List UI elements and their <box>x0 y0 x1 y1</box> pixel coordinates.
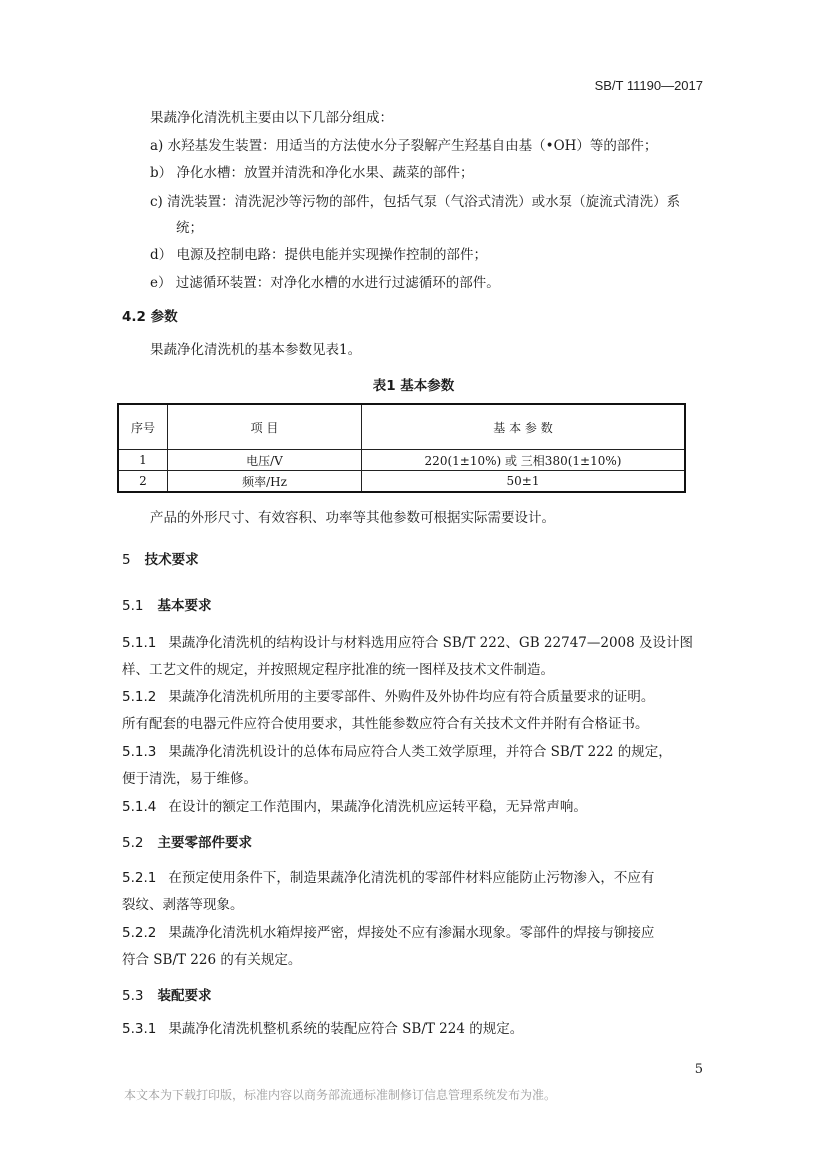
standard-number: SB/T 11190—2017 <box>594 78 703 93</box>
table-header-cell: 基 本 参 数 <box>362 404 686 450</box>
clause-text: 在预定使用条件下，制造果蔬净化清洗机的零部件材料应能防止污物渗入，不应有 <box>168 870 655 886</box>
clause-5-2-2 <box>122 920 710 974</box>
section-number: 5.2 <box>122 835 144 851</box>
clause-text: 果蔬净化清洗机水箱焊接严密，焊接处不应有渗漏水现象。零部件的焊接与铆接应 <box>168 925 655 941</box>
table-cell: 220(1±10%) 或 三相380(1±10%) <box>362 450 686 471</box>
list-item <box>150 245 487 265</box>
clause-text: 在设计的额定工作范围内，果蔬净化清洗机应运转平稳，无异常声响。 <box>168 799 587 815</box>
clause-5-1-1 <box>122 630 710 684</box>
section-title: 基本要求 <box>157 598 212 614</box>
list-text: 过滤循环装置：对净化水槽的水进行过滤循环的部件。 <box>175 275 500 291</box>
clause-text: 果蔬净化清洗机整机系统的装配应符合 SB/T 224 的规定。 <box>168 1021 524 1037</box>
section-number: 5.3 <box>122 988 144 1004</box>
clause-number: 5.2.2 <box>122 925 157 941</box>
table-header-cell: 序号 <box>118 404 168 450</box>
section-heading: 4.2 参数 <box>122 309 178 325</box>
clause-text: 果蔬净化清洗机所用的主要零部件、外购件及外协件均应有符合质量要求的证明。 <box>168 689 655 705</box>
list-label: e） <box>150 275 172 291</box>
list-item <box>150 163 473 183</box>
section-number: 5 <box>122 552 131 568</box>
section-title: 技术要求 <box>144 552 199 568</box>
clause-text: 裂纹、剥落等现象。 <box>122 897 244 913</box>
table-header-cell: 项 目 <box>168 404 362 450</box>
clause-text: 样、工艺文件的规定，并按照规定程序批准的统一图样及技术文件制造。 <box>122 662 554 678</box>
clause-text: 所有配套的电器元件应符合使用要求，其性能参数应符合有关技术文件并附有合格证书。 <box>122 716 649 732</box>
clause-5-1-3 <box>122 739 710 793</box>
clause-text: 便于清洗，易于维修。 <box>122 771 257 787</box>
list-item <box>150 136 657 156</box>
parameters-table <box>117 403 686 493</box>
section-heading <box>122 833 252 853</box>
page-number: 5 <box>694 1062 703 1077</box>
table-cell: 电压/V <box>168 450 362 471</box>
table-cell: 1 <box>118 450 168 471</box>
clause-number: 5.1.1 <box>122 635 157 651</box>
clause-text: 果蔬净化清洗机的结构设计与材料选用应符合 SB/T 222、GB 22747—2008 及设计图 <box>168 635 694 651</box>
list-label: b） <box>150 165 173 181</box>
list-item <box>150 273 500 293</box>
clause-text: 符合 SB/T 226 的有关规定。 <box>122 952 302 968</box>
clause-5-2-1 <box>122 865 710 919</box>
list-text: 水羟基发生装置：用适当的方法使水分子裂解产生羟基自由基（•OH）等的部件； <box>167 138 658 154</box>
after-table-text: 产品的外形尺寸、有效容积、功率等其他参数可根据实际需要设计。 <box>150 510 555 526</box>
section-heading <box>122 596 211 616</box>
list-label: d） <box>150 247 173 263</box>
list-text: 净化水槽：放置并清洗和净化水果、蔬菜的部件； <box>176 165 474 181</box>
table-header-row <box>118 404 685 450</box>
section-text: 果蔬净化清洗机的基本参数见表1。 <box>150 342 362 358</box>
clause-number: 5.1.2 <box>122 689 157 705</box>
footer-notice: 本文本为下载打印版，标准内容以商务部流通标准制修订信息管理系统发布为准。 <box>124 1088 557 1102</box>
clause-5-1-4 <box>122 794 710 821</box>
section-number: 5.1 <box>122 598 144 614</box>
list-label: a) <box>150 138 164 154</box>
intro-text: 果蔬净化清洗机主要由以下几部分组成： <box>150 110 393 126</box>
clause-number: 5.1.4 <box>122 799 157 815</box>
clause-number: 5.1.3 <box>122 744 157 760</box>
table-row <box>118 471 685 493</box>
table-cell: 2 <box>118 471 168 493</box>
clause-number: 5.3.1 <box>122 1021 157 1037</box>
section-title: 主要零部件要求 <box>157 835 252 851</box>
table-row <box>118 450 685 471</box>
clause-text: 果蔬净化清洗机设计的总体布局应符合人类工效学原理，并符合 SB/T 222 的规定， <box>168 744 672 760</box>
section-title: 装配要求 <box>157 988 212 1004</box>
list-text: 清洗装置：清洗泥沙等污物的部件，包括气泵（气浴式清洗）或水泵（旋流式清洗）系 <box>167 194 681 210</box>
list-text: 电源及控制电路：提供电能并实现操作控制的部件； <box>176 247 487 263</box>
table-cell: 50±1 <box>362 471 686 493</box>
section-heading <box>122 550 199 570</box>
table-cell: 频率/Hz <box>168 471 362 493</box>
list-label: c) <box>150 194 163 210</box>
section-heading <box>122 986 211 1006</box>
clause-5-1-2 <box>122 684 710 738</box>
clause-number: 5.2.1 <box>122 870 157 886</box>
clause-5-3-1 <box>122 1016 710 1043</box>
table-caption: 表1 基本参数 <box>372 378 455 394</box>
list-item-continuation: 统； <box>176 220 203 236</box>
list-item <box>150 192 680 212</box>
